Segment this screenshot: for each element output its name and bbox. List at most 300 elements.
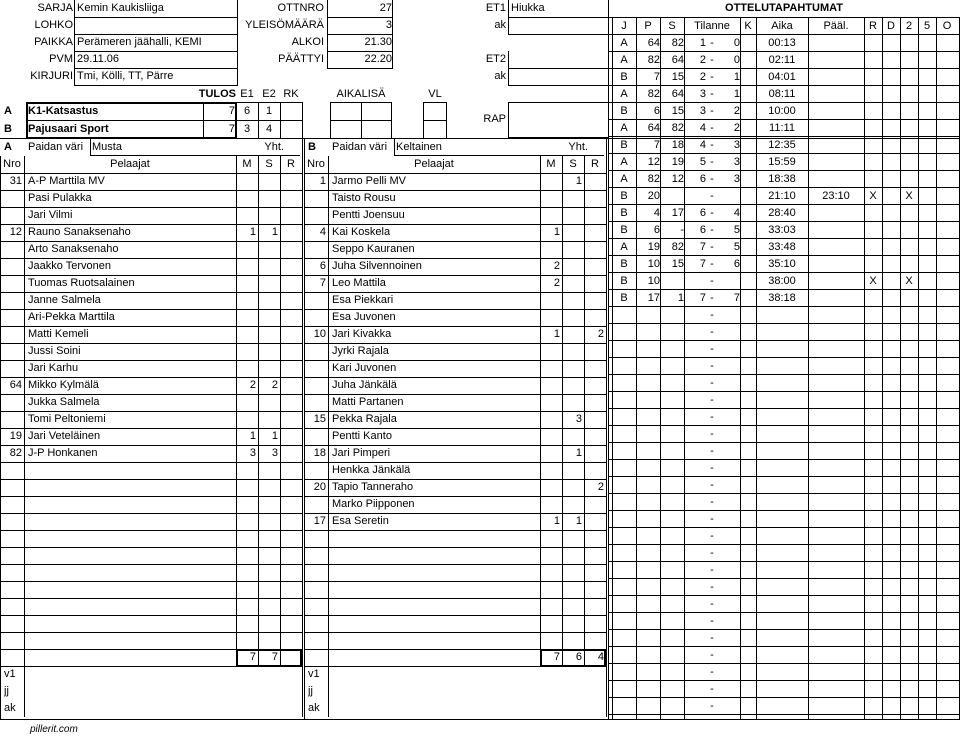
event-team[interactable]: A [620,241,628,253]
event-time[interactable]: 11:11 [769,122,795,134]
grid-line [258,102,259,139]
event-time[interactable]: 35:10 [768,258,796,270]
event-score-away[interactable]: 5 [733,224,740,236]
player-goals[interactable]: 2 [553,277,560,289]
event-score-away[interactable]: 1 [733,88,740,100]
grid-line [304,343,606,344]
player-name[interactable]: J-P Honkanen [28,447,98,459]
yleiso-label: YLEISÖMÄÄRÄ [245,19,324,31]
grid-line [0,292,302,293]
score-dash: - [710,394,714,406]
event-team[interactable]: B [620,207,628,219]
player-name[interactable]: Juha Silvennoinen [332,260,422,272]
footer-credit: pillerit.com [30,724,78,735]
grid-line [236,156,237,666]
ottnro-field[interactable]: 27 [379,2,392,14]
grid-line [90,139,91,156]
player-name[interactable]: Henkka Jänkälä [332,464,411,476]
events-two-header: 2 [905,20,913,32]
event-r[interactable]: X [869,190,877,202]
event-assist[interactable]: 82 [671,241,684,253]
event-scorer[interactable]: 7 [653,139,660,151]
player-name[interactable]: Taisto Rousu [332,192,396,204]
event-score-away[interactable]: 6 [733,258,740,270]
grid-line [394,155,604,156]
event-score-home[interactable]: 7 [699,292,706,304]
grid-line [304,377,606,378]
player-nro[interactable]: 18 [313,447,326,459]
score-dash: - [710,37,714,49]
event-team[interactable]: A [620,37,628,49]
event-team[interactable]: B [620,139,628,151]
player-goals[interactable]: 3 [249,447,256,459]
score-dash: - [710,207,714,219]
grid-line [327,68,393,69]
event-ends[interactable]: 23:10 [822,190,850,202]
event-score-away[interactable]: 3 [733,156,740,168]
events-five-header: 5 [923,20,931,32]
player-nro[interactable]: 64 [9,379,22,391]
event-time[interactable]: 33:03 [768,224,796,236]
event-team[interactable]: A [620,122,628,134]
player-name[interactable]: Jari Pimperi [332,447,391,459]
event-time[interactable]: 10:00 [768,105,796,117]
player-nro[interactable]: 6 [319,260,326,272]
event-assist[interactable]: 1 [677,292,684,304]
yleiso-field[interactable]: 3 [385,19,392,31]
player-name[interactable]: Leo Mattila [332,277,386,289]
grid-line [304,309,606,310]
event-time[interactable]: 00:13 [768,37,796,49]
player-name[interactable]: Tuomas Ruotsalainen [28,277,135,289]
grid-line [612,17,613,720]
event-scorer[interactable]: 19 [647,241,660,253]
player-name[interactable]: Seppo Kauranen [332,243,415,255]
score-dash: - [710,241,714,253]
score-dash: - [710,190,714,202]
event-team[interactable]: A [620,88,628,100]
players-header: Pelaajat [414,158,454,170]
player-name[interactable]: Jari Karhu [28,362,79,374]
event-score-home[interactable]: 2 [699,71,706,83]
event-team[interactable]: B [620,275,628,287]
event-team[interactable]: B [620,224,628,236]
pvm-field[interactable]: 29.11.06 [77,53,120,65]
player-penalties[interactable]: 2 [597,328,604,340]
jj-label: jj [308,685,313,697]
event-scorer[interactable]: 4 [653,207,660,219]
event-assist[interactable]: 82 [671,122,684,134]
event-score-home[interactable]: 5 [699,156,706,168]
grid-line [392,0,393,69]
event-score-away[interactable]: 3 [733,139,740,151]
m-header: M [242,158,252,170]
event-score-home[interactable]: 7 [699,241,706,253]
grid-line [900,17,901,720]
score-dash: - [710,462,714,474]
player-goals[interactable]: 1 [553,328,560,340]
event-score-away[interactable]: 1 [733,71,740,83]
grid-line [882,17,883,720]
grid-line [304,428,606,429]
events-tilanne-header: Tilanne [694,20,730,32]
grid-line [0,513,302,514]
player-name[interactable]: Esa Seretin [332,515,389,527]
grid-line [508,0,509,35]
grid-line [0,632,302,633]
player-goals[interactable]: 1 [249,226,256,238]
grid-line [90,155,300,156]
score-e2[interactable]: 1 [265,105,273,117]
event-time[interactable]: 08:11 [768,88,796,100]
player-name[interactable]: Pasi Pulakka [28,192,92,204]
rap-label: RAP [483,113,506,125]
event-assist[interactable]: 12 [671,173,684,185]
player-name[interactable]: Mikko Kylmälä [28,379,99,391]
grid-line [508,68,608,69]
v1-label: v1 [308,668,320,680]
player-nro[interactable]: 31 [9,175,22,187]
score-tulos[interactable]: 7 [228,105,235,117]
paikka-field[interactable]: Perämeren jäähalli, KEMI [77,36,202,48]
ak-label: ak [4,702,16,714]
event-time[interactable]: 28:40 [768,207,796,219]
events-s-header: S [668,20,676,32]
player-name[interactable]: Esa Juvonen [332,311,396,323]
grid-line [608,17,960,18]
player-assists[interactable]: 2 [271,379,278,391]
total-assists: 7 [271,651,278,663]
event-time[interactable]: 02:11 [768,54,796,66]
event-team[interactable]: B [620,292,628,304]
grid-line [584,156,585,666]
event-score-home[interactable]: 6 [699,224,706,236]
event-score-away[interactable]: 2 [733,105,740,117]
kirjuri-field[interactable]: Tmi, Kölli, TT, Pärre [77,70,174,82]
event-team[interactable]: B [620,105,628,117]
event-time[interactable]: 18:38 [768,173,796,185]
grid-line [304,292,606,293]
e1-label: E1 [240,88,254,100]
score-dash: - [710,54,714,66]
score-e1[interactable]: 3 [243,123,251,135]
player-assists[interactable]: 3 [575,413,582,425]
event-assist[interactable]: 15 [671,258,684,270]
et1-label: ET1 [485,2,506,14]
player-name[interactable]: Pentti Kanto [332,430,392,442]
event-scorer[interactable]: 82 [647,173,660,185]
event-score-home[interactable]: 3 [699,105,706,117]
player-goals[interactable]: 1 [553,515,560,527]
score-dash: - [710,275,714,287]
grid-line [0,530,302,531]
player-assists[interactable]: 1 [575,515,582,527]
grid-line [540,156,541,666]
shirt-color-field[interactable]: Keltainen [396,141,442,153]
player-name[interactable]: Tomi Peltoniemi [28,413,106,425]
player-goals[interactable]: 1 [249,430,256,442]
event-score-home[interactable]: 1 [699,37,706,49]
grid-line [606,139,607,717]
event-score-home[interactable]: 4 [699,122,706,134]
player-name[interactable]: Pentti Joensuu [332,209,405,221]
shirt-color-label: Paidan väri [28,141,84,153]
event-score-away[interactable]: 5 [733,241,740,253]
score-dash: - [710,649,714,661]
event-scorer[interactable]: 20 [647,190,660,202]
event-score-home[interactable]: 6 [699,173,706,185]
event-scorer[interactable]: 7 [653,71,660,83]
event-time[interactable]: 12:35 [768,139,796,151]
event-assist[interactable]: 17 [671,207,684,219]
grid-line [304,598,606,599]
team-name: Pajusaari Sport [28,123,109,135]
team-team_b-letter: B [308,141,316,153]
total-label: Yht. [568,141,588,153]
player-name[interactable]: Marko Piipponen [332,498,415,510]
event-team[interactable]: A [620,173,628,185]
player-nro[interactable]: 82 [9,447,22,459]
event-assist[interactable]: 19 [671,156,684,168]
player-name[interactable]: Jari Vilmi [28,209,73,221]
event-assist[interactable]: 64 [671,54,684,66]
player-nro[interactable]: 19 [9,430,22,442]
event-assist[interactable]: 15 [671,71,684,83]
player-assists[interactable]: 1 [575,447,582,459]
player-name[interactable]: Rauno Sanaksenaho [28,226,131,238]
grid-line [304,564,606,565]
grid-line [0,275,302,276]
grid-line [304,207,606,208]
event-score-home[interactable]: 6 [699,207,706,219]
events-d-header: D [887,20,895,32]
event-scorer[interactable]: 64 [647,122,660,134]
player-name[interactable]: Matti Partanen [332,396,404,408]
grid-line [304,258,606,259]
player-nro[interactable]: 20 [313,481,326,493]
grid-line [508,51,509,86]
score-dash: - [710,343,714,355]
event-time[interactable]: 15:59 [768,156,796,168]
player-nro[interactable]: 7 [319,277,326,289]
player-assists[interactable]: 1 [575,175,582,187]
score-dash: - [710,173,714,185]
player-name[interactable]: Jussi Soini [28,345,81,357]
player-nro[interactable]: 1 [319,175,326,187]
player-name[interactable]: Jari Kivakka [332,328,392,340]
player-nro[interactable]: 12 [9,226,22,238]
player-name[interactable]: Jaakko Tervonen [28,260,111,272]
player-name[interactable]: Jukka Salmela [28,396,100,408]
grid-line [304,615,606,616]
grid-line [508,17,608,18]
score-dash: - [710,428,714,440]
grid-line [0,428,302,429]
player-name[interactable]: Jarmo Pelli MV [332,175,406,187]
player-goals[interactable]: 2 [249,379,256,391]
event-team[interactable]: A [620,156,628,168]
grid-line [394,139,395,156]
event-scorer[interactable]: 17 [647,292,660,304]
score-e1[interactable]: 6 [243,105,251,117]
grid-line [508,34,608,35]
event-scorer[interactable]: 10 [647,275,660,287]
event-score-away[interactable]: 0 [733,54,740,66]
grid-line [304,445,606,446]
event-assist[interactable]: 64 [671,88,684,100]
grid-line [423,120,447,121]
score-dash: - [710,88,714,100]
grid-line [26,120,237,121]
aikalisa-label: AIKALISÄ [336,88,386,100]
player-goals[interactable]: 2 [553,260,560,272]
event-scorer[interactable]: 6 [653,224,660,236]
event-score-away[interactable]: 0 [733,37,740,49]
event-score-home[interactable]: 2 [699,54,706,66]
grid-line [0,411,302,412]
player-assists[interactable]: 1 [271,226,278,238]
sarja-field[interactable]: Kemin Kaukisliiga [77,2,164,14]
score-dash: - [710,598,714,610]
grid-line [0,309,302,310]
grid-line [304,394,606,395]
grid-line [304,173,606,174]
player-name[interactable]: Arto Sanaksenaho [28,243,119,255]
grid-line [74,0,75,86]
event-two[interactable]: X [905,275,913,287]
grid-line [660,17,661,720]
totals-box [540,649,606,667]
et1-field[interactable]: Hiukka [511,2,545,14]
team-letter: B [4,123,12,135]
grid-line [0,581,302,582]
event-scorer[interactable]: 10 [647,258,660,270]
event-assist[interactable]: 18 [671,139,684,151]
score-dash: - [710,122,714,134]
player-assists[interactable]: 1 [271,430,278,442]
total-assists: 6 [575,651,582,663]
paattyi-field[interactable]: 22.20 [364,53,392,65]
event-time[interactable]: 33:48 [768,241,796,253]
pvm-label: PVM [49,53,73,65]
score-dash: - [710,139,714,151]
total-goals: 7 [553,651,560,663]
event-score-home[interactable]: 3 [699,88,706,100]
event-score-away[interactable]: 3 [733,173,740,185]
event-assist[interactable]: 15 [671,105,684,117]
alkoi-field[interactable]: 21.30 [364,36,392,48]
player-name[interactable]: Esa Piekkari [332,294,394,306]
player-goals[interactable]: 1 [553,226,560,238]
ak-label: ak [308,702,320,714]
player-name[interactable]: Jyrki Rajala [332,345,389,357]
score-tulos[interactable]: 7 [228,123,235,135]
grid-line [0,479,302,480]
event-scorer[interactable]: 82 [647,54,660,66]
player-name[interactable]: Ari-Pekka Marttila [28,311,115,323]
events-j-header: J [621,20,627,32]
rk-label: RK [283,88,299,100]
event-time[interactable]: 38:18 [768,292,796,304]
event-team[interactable]: B [620,190,628,202]
grid-line [0,377,302,378]
players-header: Pelaajat [110,158,150,170]
shirt-color-field[interactable]: Musta [92,141,122,153]
event-team[interactable]: B [620,71,628,83]
event-score-away[interactable]: 7 [733,292,740,304]
player-assists[interactable]: 3 [271,447,278,459]
player-name[interactable]: Kari Juvonen [332,362,397,374]
r-header: R [591,158,599,170]
grid-line [304,139,305,720]
event-score-away[interactable]: 4 [733,207,740,219]
ak2-label: ak [494,70,506,82]
event-score-away[interactable]: 2 [733,122,740,134]
score-dash: - [710,581,714,593]
grid-line [0,326,302,327]
player-name[interactable]: Kai Koskela [332,226,391,238]
player-name[interactable]: Jari Veteläinen [28,430,101,442]
player-name[interactable]: Matti Kemeli [28,328,89,340]
event-time[interactable]: 21:10 [768,190,796,202]
grid-line [756,17,757,720]
event-team[interactable]: B [620,258,628,270]
grid-line [0,496,302,497]
player-name[interactable]: Juha Jänkälä [332,379,397,391]
vl-label: VL [428,88,442,100]
player-nro[interactable]: 17 [313,515,326,527]
grid-line [0,156,1,720]
grid-line [864,17,865,720]
grid-line [808,17,809,720]
score-dash: - [710,445,714,457]
score-dash: - [710,224,714,236]
event-scorer[interactable]: 6 [653,105,660,117]
player-penalties[interactable]: 2 [597,481,604,493]
event-time[interactable]: 04:01 [768,71,796,83]
event-time[interactable]: 38:00 [768,275,796,287]
player-nro[interactable]: 10 [313,328,326,340]
event-assist[interactable]: 82 [671,37,684,49]
score-e2[interactable]: 4 [265,123,273,135]
player-name[interactable]: A-P Marttila MV [28,175,105,187]
event-two[interactable]: X [905,190,913,202]
event-score-home[interactable]: 4 [699,139,706,151]
player-nro[interactable]: 4 [319,226,326,238]
event-r[interactable]: X [869,275,877,287]
event-scorer[interactable]: 12 [647,156,660,168]
grid-line [508,102,509,138]
player-nro[interactable]: 15 [313,413,326,425]
grid-line [0,394,302,395]
score-dash: - [710,309,714,321]
grid-line [328,156,329,717]
player-name[interactable]: Janne Salmela [28,294,101,306]
event-scorer[interactable]: 82 [647,88,660,100]
score-dash: - [710,666,714,678]
grid-line [304,479,606,480]
player-name[interactable]: Tapio Tanneraho [332,481,414,493]
event-score-home[interactable]: 7 [699,258,706,270]
event-scorer[interactable]: 64 [647,37,660,49]
event-assist[interactable]: - [680,224,684,236]
grid-line [304,530,606,531]
grid-line [302,139,303,717]
player-name[interactable]: Pekka Rajala [332,413,397,425]
s-header: S [569,158,577,170]
score-dash: - [710,360,714,372]
event-team[interactable]: A [620,54,628,66]
